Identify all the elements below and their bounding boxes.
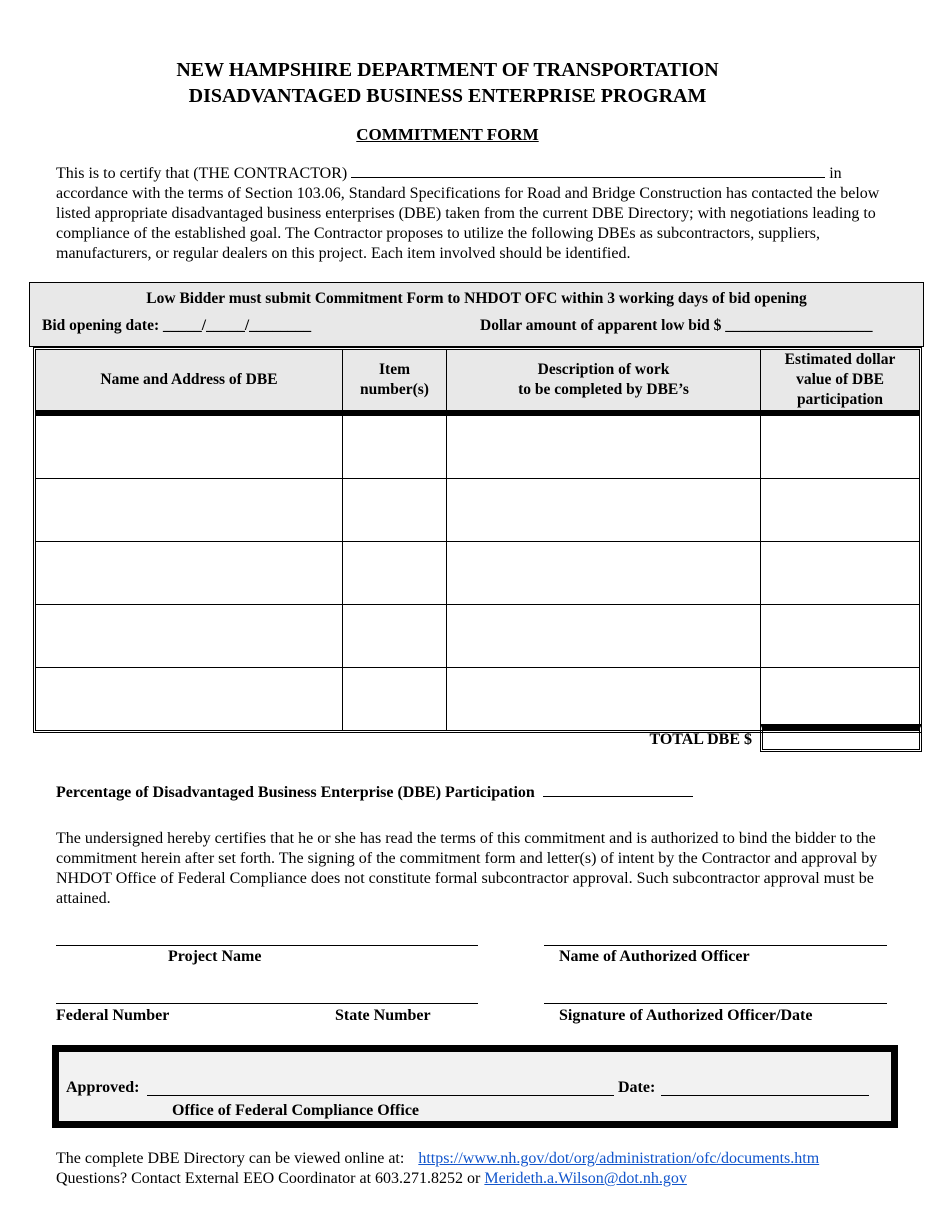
col-header-value: Estimated dollar value of DBE participation [761,350,919,416]
officer-name-label: Name of Authorized Officer [559,948,750,965]
item-cell[interactable] [343,668,447,730]
name-cell[interactable] [36,479,343,542]
officer-signature-label: Signature of Authorized Officer/Date [559,1007,813,1024]
value-cell[interactable] [761,542,919,605]
name-cell[interactable] [36,668,343,730]
state-number-label: State Number [335,1007,431,1024]
federal-number-label: Federal Number [56,1007,170,1024]
questions-text: Questions? Contact External EEO Coordinator at 603.271.8252 or [56,1170,481,1187]
approval-date-label: Date: [618,1079,656,1096]
dbe-table [33,347,922,733]
name-cell[interactable] [36,416,343,479]
table-row [36,416,919,479]
col-header-name: Name and Address of DBE [36,350,343,416]
total-dbe-field[interactable] [760,724,922,752]
low-bid-amount-field[interactable]: Dollar amount of apparent low bid $ ___________________ [480,317,873,334]
item-cell[interactable] [343,416,447,479]
col-header-item: Item number(s) [343,350,447,416]
bid-opening-date-field[interactable]: Bid opening date: _____/_____/________ [42,317,312,334]
approved-signature-line[interactable] [147,1095,614,1096]
name-cell[interactable] [36,542,343,605]
description-cell[interactable] [447,479,761,542]
table-row [36,542,919,605]
directory-line [56,1150,819,1168]
directory-link[interactable]: https://www.nh.gov/dot/org/administration/ofc/documents.htm [418,1150,820,1167]
item-cell[interactable] [343,605,447,668]
description-cell[interactable] [447,605,761,668]
value-cell[interactable] [761,416,919,479]
project-name-line[interactable] [56,945,478,946]
table-row [36,479,919,542]
project-name-label: Project Name [168,948,262,965]
program-title: DISADVANTAGED BUSINESS ENTERPRISE PROGRAM [188,85,707,107]
table-row [36,605,919,668]
contractor-name-field[interactable] [351,163,825,178]
officer-name-line[interactable] [544,945,887,946]
directory-text: The complete DBE Directory can be viewed online at: [56,1150,405,1167]
participation-percentage [56,782,693,802]
item-cell[interactable] [343,542,447,605]
form-title: COMMITMENT FORM [356,125,539,144]
value-cell[interactable] [761,605,919,668]
description-cell[interactable] [447,542,761,605]
value-cell[interactable] [761,479,919,542]
name-cell[interactable] [36,605,343,668]
value-cell[interactable] [761,668,919,730]
federal-state-number-line[interactable] [56,1003,478,1004]
table-header-row [36,350,919,416]
email-link[interactable]: Merideth.a.Wilson@dot.nh.gov [484,1170,687,1187]
certify-lead: This is to certify that (THE CONTRACTOR) [56,165,348,182]
officer-signature-line[interactable] [544,1003,887,1004]
notice-text: Low Bidder must submit Commitment Form to NHDOT OFC within 3 working days of bid opening [146,290,807,307]
table-row [36,668,919,730]
description-cell[interactable] [447,416,761,479]
approved-label: Approved: [66,1079,140,1096]
certify-body: accordance with the terms of Section 103.06, Standard Specifications for Road and Bridge Construction has contacted the below listed appropriate disadvantaged business enterprises (DBE) taken from the current DBE Directory; with negotiations leading to compliance of the established goal. The Contractor proposes to utilize the following DBEs as subcontractors, suppliers, manufacturers, or regular dealers on this project. Each item involved should be identified. [56,185,880,262]
agency-title: NEW HAMPSHIRE DEPARTMENT OF TRANSPORTATION [176,59,719,81]
participation-label: Percentage of Disadvantaged Business Enterprise (DBE) Participation [56,784,535,801]
total-dbe-label: TOTAL DBE $ [649,731,752,748]
certify-in: in [829,165,842,182]
questions-line [56,1170,687,1188]
participation-percentage-field[interactable] [543,782,693,797]
item-cell[interactable] [343,479,447,542]
certify-paragraph [56,163,896,264]
approval-office-label: Office of Federal Compliance Office [172,1102,420,1119]
col-header-description: Description of work to be completed by DBE’s [447,350,761,416]
certification-paragraph: The undersigned hereby certifies that he or she has read the terms of this commitment and is authorized to bind the bidder to the commitment herein after set forth. The signing of the commitment form and letter(s) of intent by the Contractor and approval by NHDOT Office of Federal Compliance does not constitute formal subcontractor approval. Such subcontractor approval must be attained. [56,830,878,907]
description-cell[interactable] [447,668,761,730]
approval-date-line[interactable] [661,1095,869,1096]
